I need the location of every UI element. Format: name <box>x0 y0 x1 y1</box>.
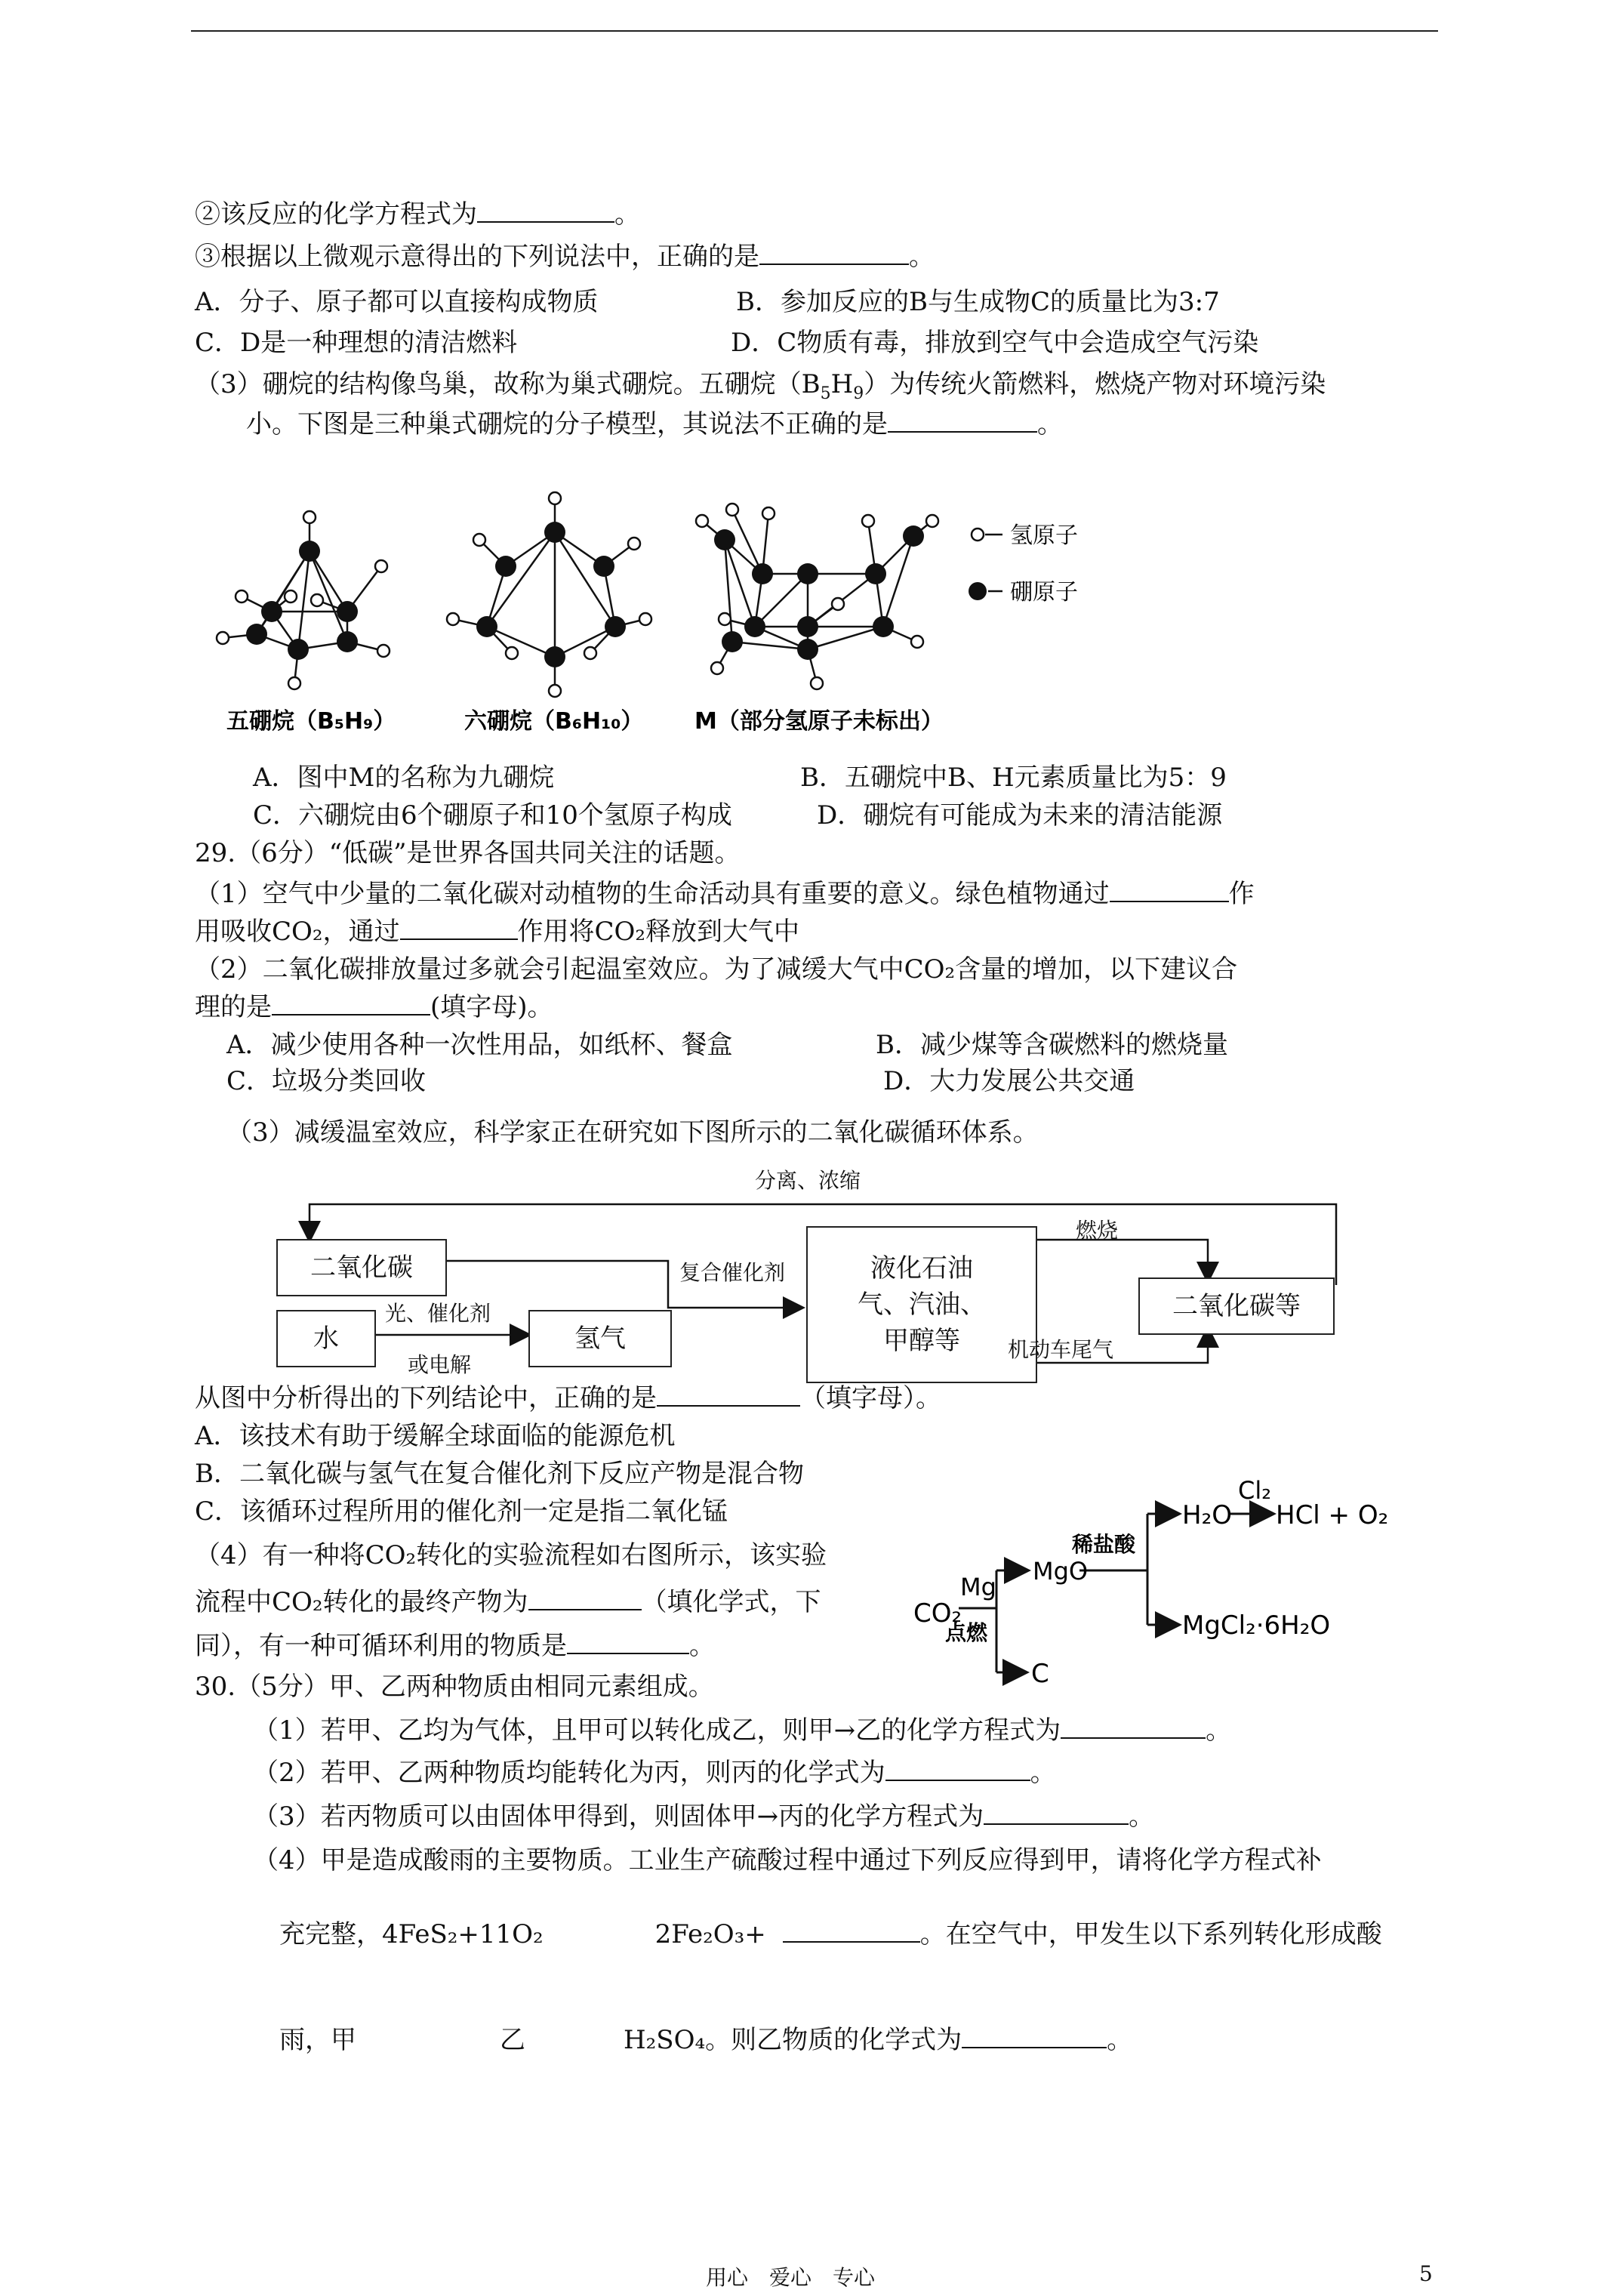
legend-hydrogen: 氢原子 <box>1010 522 1078 549</box>
q29-conclusion-c: C．该循环过程所用的催化剂一定是指二氧化锰 <box>195 1496 728 1527</box>
q29-part3-question: 从图中分析得出的下列结论中，正确的是 （填字母）。 <box>195 1383 941 1413</box>
mg-flow-dilute-hcl: 稀盐酸 <box>1072 1532 1136 1557</box>
answer-blank[interactable] <box>885 1757 1030 1781</box>
co2-mg-flow-diagram <box>898 1457 1472 1699</box>
q29-option-b: B．减少煤等含碳燃料的燃烧量 <box>876 1030 1228 1060</box>
box-co2-etc: 二氧化碳等 <box>1138 1277 1335 1335</box>
answer-blank[interactable] <box>400 916 518 940</box>
boron-legend-icon <box>969 582 987 600</box>
mg-flow-c: C <box>1031 1659 1049 1689</box>
label-separate-concentrate: 分离、浓缩 <box>755 1168 861 1193</box>
fuel-line2: 气、汽油、 <box>858 1290 986 1320</box>
mg-flow-mgcl2: MgCl₂·6H₂O <box>1182 1610 1331 1641</box>
answer-blank[interactable] <box>984 1801 1129 1825</box>
q28-part3-line2: 小。下图是三种巢式硼烷的分子模型，其说法不正确的是 。 <box>246 409 1063 439</box>
caption-b5h9: 五硼烷（B₅H₉） <box>226 708 396 735</box>
answer-blank[interactable] <box>962 2024 1107 2048</box>
footer-motto: 用心 爱心 专心 <box>706 2265 876 2290</box>
answer-blank[interactable] <box>783 1918 920 1943</box>
caption-b6h10: 六硼烷（B₆H₁₀） <box>464 708 644 735</box>
q28-option-d: D．C物质有毒，排放到空气中会造成空气污染 <box>731 328 1259 358</box>
answer-blank[interactable] <box>657 1382 800 1407</box>
caption-m: M（部分氢原子未标出） <box>694 708 944 735</box>
q28-borane-option-b: B．五硼烷中B、H元素质量比为5：9 <box>800 763 1227 793</box>
q29-part4-line3: 同），有一种可循环利用的物质是 。 <box>195 1631 715 1661</box>
answer-blank[interactable] <box>888 408 1037 433</box>
q30-line5: 充完整，4FeS₂+11O₂ 2Fe₂O₃+ 。在空气中，甲发生以下系列转化形成酸 <box>279 1919 1382 1949</box>
q28-line2: ②该反应的化学方程式为 。 <box>195 199 640 230</box>
mg-flow-mgo: MgO <box>1033 1557 1089 1586</box>
box-water: 水 <box>276 1310 376 1367</box>
q28-part3-line1: （3）硼烷的结构像鸟巢，故称为巢式硼烷。五硼烷$(B_5H_9)$为传统火箭燃料，燃烧产物对环境污染 <box>195 369 1326 403</box>
q29-part4-line1: （4）有一种将CO₂转化的实验流程如右图所示，该实验 <box>195 1540 827 1570</box>
q29-option-d: D．大力发展公共交通 <box>883 1066 1135 1096</box>
q29-conclusion-b: B．二氧化碳与氢气在复合催化剂下反应产物是混合物 <box>195 1459 804 1489</box>
q28-borane-option-d: D．硼烷有可能成为未来的清洁能源 <box>817 800 1223 831</box>
q29-part3-intro: （3）减缓温室效应，科学家正在研究如下图所示的二氧化碳循环体系。 <box>226 1117 1039 1148</box>
mg-flow-water: H₂O <box>1182 1500 1232 1530</box>
mg-flow-cl2: Cl₂ <box>1238 1476 1272 1505</box>
q29-part1-line1: （1）空气中少量的二氧化碳对动植物的生命活动具有重要的意义。绿色植物通过 作 <box>195 879 1255 909</box>
q30-line1: （1）若甲、乙均为气体，且甲可以转化成乙，则甲→乙的化学方程式为 。 <box>253 1715 1232 1746</box>
q28-option-a: A．分子、原子都可以直接构成物质 <box>195 287 599 317</box>
fuel-line1: 液化石油 <box>870 1253 973 1284</box>
answer-blank[interactable] <box>567 1630 689 1654</box>
q30-line2: （2）若甲、乙两种物质均能转化为丙，则丙的化学式为 。 <box>253 1758 1056 1788</box>
mg-flow-co2: CO₂ <box>913 1598 962 1629</box>
q29-part2-line1: （2）二氧化碳排放量过多就会引起温室效应。为了减缓大气中CO₂含量的增加，以下建议合 <box>195 954 1238 985</box>
q28-line3: ③根据以上微观示意得出的下列说法中，正确的是 。 <box>195 242 935 272</box>
q28-borane-option-a: A．图中M的名称为九硼烷 <box>253 763 555 793</box>
legend-boron: 硼原子 <box>1010 579 1078 606</box>
q29-option-c: C．垃圾分类回收 <box>226 1066 427 1096</box>
q30-line3: （3）若丙物质可以由固体甲得到，则固体甲→丙的化学方程式为 。 <box>253 1801 1155 1832</box>
box-co2: 二氧化碳 <box>276 1239 447 1296</box>
q29-conclusion-a: A．该技术有助于缓解全球面临的能源危机 <box>195 1421 676 1451</box>
label-light-catalyst: 光、催化剂 <box>385 1301 491 1326</box>
mg-flow-ignite: 点燃 <box>945 1620 988 1645</box>
q30-line6: 雨，甲 乙 H₂SO₄。则乙物质的化学式为 。 <box>279 2025 1133 2055</box>
hydrogen-legend-icon <box>972 529 984 541</box>
label-electrolysis: 或电解 <box>408 1352 472 1377</box>
box-hydrogen: 氢气 <box>528 1310 672 1367</box>
label-vehicle-exhaust: 机动车尾气 <box>1008 1337 1114 1362</box>
answer-blank[interactable] <box>1110 878 1229 902</box>
answer-blank[interactable] <box>759 241 909 265</box>
q29-part1-line2: 用吸收CO₂，通过 作用将CO₂释放到大气中 <box>195 917 800 947</box>
q29-part4-line2: 流程中CO₂转化的最终产物为 （填化学式，下 <box>195 1587 821 1617</box>
answer-blank[interactable] <box>272 991 430 1015</box>
q29-part2-line2: 理的是 (填字母)。 <box>195 992 553 1022</box>
page-number: 5 <box>1419 2261 1433 2286</box>
answer-blank[interactable] <box>1061 1715 1206 1739</box>
q28-option-b: B．参加反应的B与生成物C的质量比为3:7 <box>736 287 1220 317</box>
mg-flow-mg: Mg <box>960 1573 996 1601</box>
header-rule <box>191 30 1438 32</box>
box-fuels <box>806 1226 1037 1383</box>
answer-blank[interactable] <box>477 199 614 223</box>
q28-borane-option-c: C．六硼烷由6个硼原子和10个氢原子构成 <box>253 800 732 831</box>
q30-line4: （4）甲是造成酸雨的主要物质。工业生产硫酸过程中通过下列反应得到甲，请将化学方程式补 <box>253 1845 1322 1875</box>
q28-option-c: C．D是一种理想的清洁燃料 <box>195 328 518 358</box>
label-composite-catalyst: 复合催化剂 <box>679 1260 786 1285</box>
q29-option-a: A．减少使用各种一次性用品，如纸杯、餐盒 <box>226 1030 733 1060</box>
answer-blank[interactable] <box>528 1586 642 1610</box>
label-burning: 燃烧 <box>1076 1218 1119 1243</box>
q30-title: 30.（5分）甲、乙两种物质由相同元素组成。 <box>195 1672 714 1702</box>
fuel-line3: 甲醇等 <box>883 1326 960 1356</box>
q29-title: 29.（6分）“低碳”是世界各国共同关注的话题。 <box>195 838 741 868</box>
borane-models-figure <box>204 468 1140 755</box>
mg-flow-products: HCl + O₂ <box>1276 1500 1389 1530</box>
